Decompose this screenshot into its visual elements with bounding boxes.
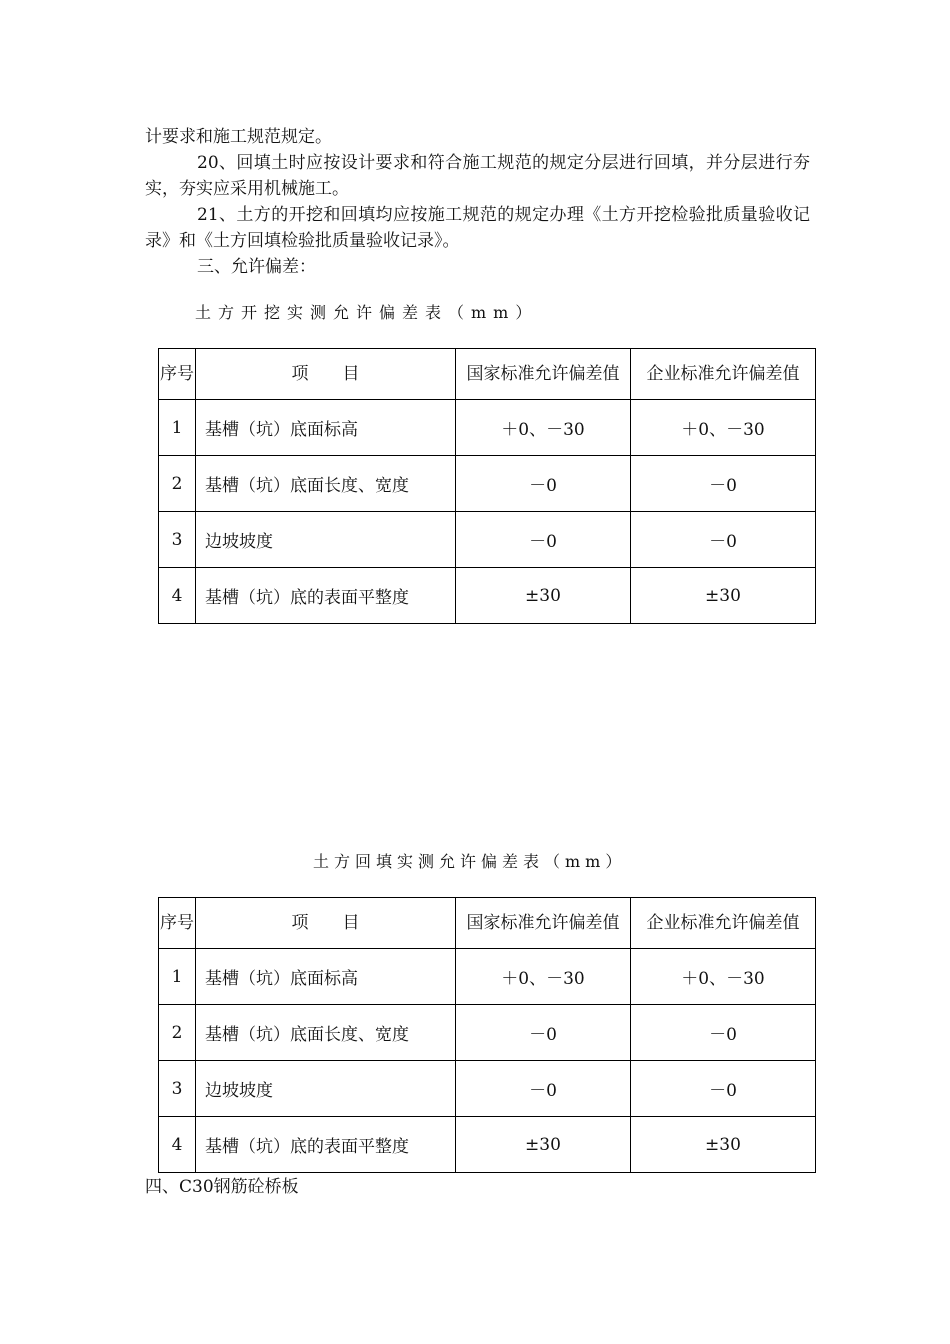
table-row	[159, 949, 816, 1005]
cell-national-value: ＋0、－30	[456, 400, 631, 456]
cell-enterprise-value: －0	[631, 456, 816, 512]
table-caption-backfill: 土方回填实测允许偏差表（mm）	[313, 852, 627, 871]
paragraph-item-21: 21、土方的开挖和回填均应按施工规范的规定办理《土方开挖检验批质量验收记录》和《土方回填检验批质量验收记录》。	[145, 205, 810, 251]
header-item: 项 目	[196, 898, 456, 949]
cell-national-value: －0	[456, 456, 631, 512]
cell-index: 4	[159, 1117, 196, 1173]
section-heading-bridge-slab: 四、C30钢筋砼桥板	[145, 1177, 299, 1197]
cell-item: 基槽（坑）底面标高	[196, 400, 456, 456]
paragraph-continuation: 计要求和施工规范规定。	[145, 127, 332, 147]
header-item: 项 目	[196, 349, 456, 400]
cell-national-value: －0	[456, 1005, 631, 1061]
section-heading-tolerance: 三、允许偏差：	[197, 257, 316, 277]
header-enterprise-standard: 企业标准允许偏差值	[631, 898, 816, 949]
cell-item: 基槽（坑）底的表面平整度	[196, 568, 456, 624]
table-row	[159, 1061, 816, 1117]
header-index: 序号	[159, 349, 196, 400]
header-national-standard: 国家标准允许偏差值	[456, 898, 631, 949]
table-row	[159, 568, 816, 624]
table-header-row	[159, 349, 816, 400]
cell-index: 2	[159, 456, 196, 512]
cell-national-value: ±30	[456, 1117, 631, 1173]
table-caption-excavation: 土方开挖实测允许偏差表（mm）	[195, 303, 539, 322]
cell-enterprise-value: ＋0、－30	[631, 949, 816, 1005]
table-row	[159, 512, 816, 568]
cell-item: 基槽（坑）底的表面平整度	[196, 1117, 456, 1173]
table-header-row	[159, 898, 816, 949]
cell-index: 3	[159, 1061, 196, 1117]
cell-index: 4	[159, 568, 196, 624]
table-row	[159, 456, 816, 512]
header-index: 序号	[159, 898, 196, 949]
cell-enterprise-value: ±30	[631, 568, 816, 624]
cell-enterprise-value: －0	[631, 512, 816, 568]
cell-national-value: －0	[456, 1061, 631, 1117]
cell-national-value: ±30	[456, 568, 631, 624]
excavation-tolerance-table	[158, 348, 816, 624]
cell-enterprise-value: ＋0、－30	[631, 400, 816, 456]
paragraph-item-20: 20、回填土时应按设计要求和符合施工规范的规定分层进行回填，并分层进行夯实，夯实应采用机械施工。	[145, 153, 810, 199]
header-national-standard: 国家标准允许偏差值	[456, 349, 631, 400]
cell-item: 边坡坡度	[196, 512, 456, 568]
cell-item: 基槽（坑）底面长度、宽度	[196, 456, 456, 512]
cell-index: 3	[159, 512, 196, 568]
cell-national-value: ＋0、－30	[456, 949, 631, 1005]
cell-item: 边坡坡度	[196, 1061, 456, 1117]
cell-enterprise-value: ±30	[631, 1117, 816, 1173]
backfill-tolerance-table	[158, 897, 816, 1173]
table-row	[159, 400, 816, 456]
cell-item: 基槽（坑）底面长度、宽度	[196, 1005, 456, 1061]
cell-index: 1	[159, 400, 196, 456]
cell-index: 2	[159, 1005, 196, 1061]
cell-item: 基槽（坑）底面标高	[196, 949, 456, 1005]
cell-national-value: －0	[456, 512, 631, 568]
table-row	[159, 1005, 816, 1061]
table-row	[159, 1117, 816, 1173]
cell-index: 1	[159, 949, 196, 1005]
cell-enterprise-value: －0	[631, 1061, 816, 1117]
header-enterprise-standard: 企业标准允许偏差值	[631, 349, 816, 400]
cell-enterprise-value: －0	[631, 1005, 816, 1061]
